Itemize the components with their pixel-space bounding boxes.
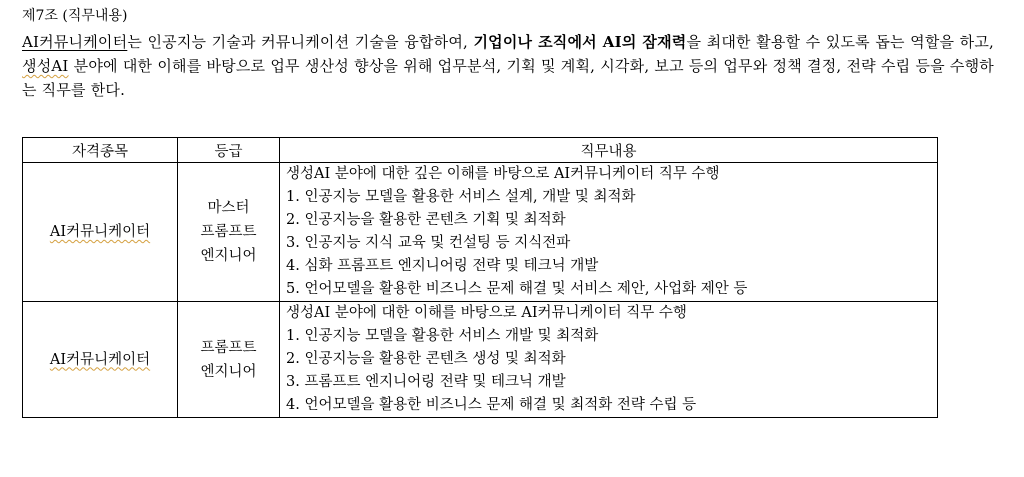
cell-duty — [280, 163, 938, 302]
duty-summary: 생성AI 분야에 대한 이해를 바탕으로 AI커뮤니케이터 직무 수행 — [286, 305, 687, 321]
article-title: 제7조 (직무내용) — [22, 8, 128, 24]
cell-duty — [280, 302, 938, 418]
duty-item: 5. 언어모델을 활용한 비즈니스 문제 해결 및 서비스 제안, 사업화 제안 등 — [286, 281, 748, 297]
duty-item: 4. 심화 프롬프트 엔지니어링 전략 및 테크닉 개발 — [286, 258, 599, 274]
duty-item: 2. 인공지능을 활용한 콘텐츠 생성 및 최적화 — [286, 351, 566, 367]
header-grade: 등급 — [178, 138, 280, 163]
table-row-master — [23, 163, 938, 302]
grade-line: 프롬프트 — [200, 224, 257, 240]
header-certificate: 자격종목 — [23, 138, 178, 163]
table-row-prompt-engineer — [23, 302, 938, 418]
certificate-name: AI커뮤니케이터 — [49, 351, 151, 368]
duty-item: 2. 인공지능을 활용한 콘텐츠 기획 및 최적화 — [286, 212, 566, 228]
grade-line: 엔지니어 — [200, 248, 257, 264]
paragraph-bold-text: 기업이나 조직에서 AI의 잠재력 — [473, 33, 687, 51]
grade-line: 프롬프트 — [200, 339, 257, 356]
cell-grade — [178, 302, 280, 418]
grade-line: 마스터 — [207, 200, 250, 216]
paragraph-text-1: 는 인공지능 기술과 커뮤니케이션 기술을 융합하여, — [127, 33, 474, 51]
grade-line: 엔지니어 — [200, 363, 257, 380]
cell-certificate — [23, 302, 178, 418]
certificate-name: AI커뮤니케이터 — [49, 224, 151, 240]
term-ai-communicator: AI커뮤니케이터 — [22, 33, 128, 51]
duty-item: 4. 언어모델을 활용한 비즈니스 문제 해결 및 최적화 전략 수립 등 — [286, 397, 697, 413]
duty-item: 1. 인공지능 모델을 활용한 서비스 설계, 개발 및 최적화 — [286, 189, 636, 205]
duty-summary: 생성AI 분야에 대한 깊은 이해를 바탕으로 AI커뮤니케이터 직무 수행 — [286, 166, 720, 182]
paragraph-text-2: 을 최대한 활용할 수 있도록 돕는 역할을 하고, — [686, 33, 995, 51]
article-paragraph — [22, 30, 994, 102]
cell-certificate — [23, 163, 178, 302]
duty-item: 3. 인공지능 지식 교육 및 컨설팅 등 지식전파 — [286, 235, 571, 251]
cell-grade — [178, 163, 280, 302]
header-duty: 직무내용 — [280, 138, 938, 163]
term-generative-ai: 생성AI — [22, 57, 69, 75]
table-header-row — [23, 138, 938, 163]
duty-item: 1. 인공지능 모델을 활용한 서비스 개발 및 최적화 — [286, 328, 599, 344]
duty-table — [22, 137, 938, 418]
duty-item: 3. 프롬프트 엔지니어링 전략 및 테크닉 개발 — [286, 374, 566, 390]
paragraph-text-3: 분야에 대한 이해를 바탕으로 업무 생산성 향상을 위해 업무분석, 기획 및 계획, 시각화, 보고 등의 업무와 정책 결정, 전략 수립 등을 수행하는 직무를 한다. — [22, 57, 994, 99]
